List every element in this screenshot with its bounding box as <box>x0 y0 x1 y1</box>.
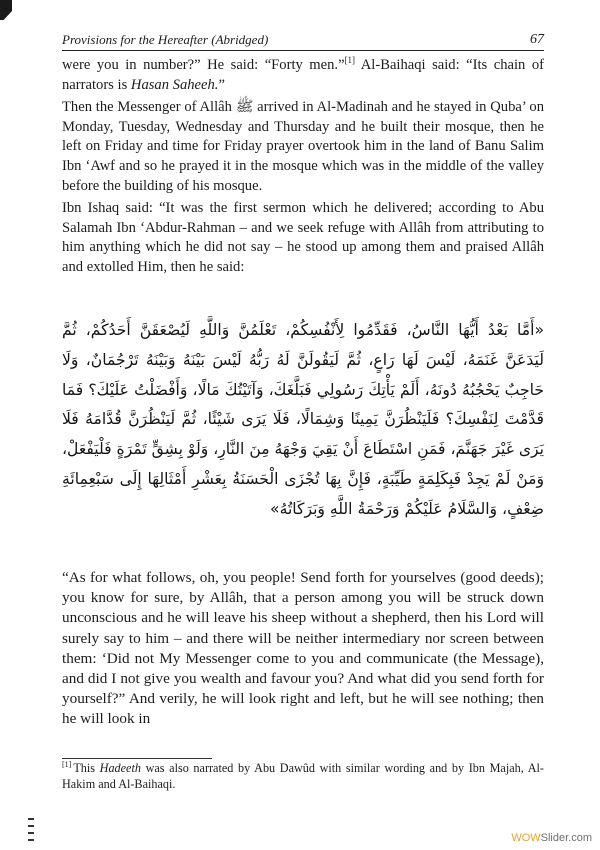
body-text <box>62 56 544 281</box>
footnote-rule <box>62 758 212 759</box>
paragraph-1-text-cont: Al-Baihaqi said: “Its chain of narrators is <box>62 57 544 93</box>
scan-corner-mark <box>0 0 12 20</box>
paragraph-2: Then the Messenger of Allâh ﷺ arrived in Al-Madinah and he stayed in Quba’ on Monday, Tuesday, Wednesday and Thursday and he built their mosque, then he left on Friday and time for Friday prayer overtook him in the land of Banu Salim Ibn ‘Awf and so he prayed it in the mosque which was in the middle of the valley before the building of his mosque. <box>62 99 544 194</box>
book-title: Provisions for the Hereafter (Abridged) <box>62 32 269 47</box>
grading-term: Hasan Saheeh. <box>130 76 219 93</box>
watermark-wow: WOW <box>511 832 541 844</box>
arabic-sermon-text: «أَمَّا بَعْدُ أَيُّهَا النَّاسُ، فَقَدِّمُوا لِأَنْفُسِكُمْ، تَعْلَمُنَّ وَاللَّهِ لَيُصْعَقَنَّ أَحَدُكُمْ، ثُمَّ لَيَدَعَنَّ غَنَمَهُ، لَيْسَ لَهَا رَاعٍ، ثُمَّ لَيَقُولَنَّ لَهُ رَبُّهُ لَيْسَ بَيْنَهُ وَبَيْنَهُ تَرْجُمَانٌ، وَلَا حَاجِبٌ يَحْجُبُهُ دُونَهُ، أَلَمْ يَأْتِكَ رَسُولِي فَبَلَّغَكَ، وَآتَيْتُكَ مَالًا، وَأَفْضَلْتُ عَلَيْكَ؟ فَمَا قَدَّمْتَ لِنَفْسِكَ؟ فَلَيَنْظُرَنَّ يَمِينًا وَشِمَالًا، فَلَا يَرَى شَيْئًا، ثُمَّ لَيَنْظُرَنَّ قُدَّامَهُ فَلَا يَرَى غَيْرَ جَهَنَّمَ، فَمَنِ اسْتَطَاعَ أَنْ يَقِيَ وَجْهَهُ مِنَ النَّارِ، وَلَوْ بِشِقٍّ تَمْرَةٍ فَلْيَفْعَلْ، وَمَنْ لَمْ يَجِدْ فَبِكَلِمَةٍ طَيِّبَةٍ، فَإِنَّ بِهَا تُجْزَى الْحَسَنَةُ بِعَشْرِ أَمْثَالِهَا إِلَى سَبْعِمِائَةِ ضِعْفٍ، وَالسَّلَامُ عَلَيْكُمْ وَرَحْمَةُ اللَّهِ وَبَرَكَاتُهُ» <box>62 321 544 518</box>
paragraph-1 <box>62 56 544 95</box>
footnote-text-pre: This <box>73 761 100 775</box>
page-number: 67 <box>530 32 544 47</box>
watermark-slider: Slider.com <box>540 832 592 844</box>
running-header <box>62 30 544 50</box>
footnote-reference: [1] <box>344 55 356 66</box>
footnote-marker: [1] <box>62 759 72 769</box>
footnote-text-post: was also narrated by Abu Dawûd with similar wording and by Ibn Majah, Al-Hakim and Al-Baihaqi. <box>62 761 544 791</box>
paragraph-1-close: ” <box>218 76 225 93</box>
watermark <box>511 832 592 844</box>
paragraph-1-text: were you in number?” He said: “Forty men.” <box>62 57 345 73</box>
header-rule <box>62 50 544 51</box>
sermon-translation: “As for what follows, oh, you people! Send forth for yourselves (good deeds); you know for sure, by Allâh, that a person among you will be struck down unconscious and he will leave his sheep without a shepherd, then his Lord will surely say to him – and there will be neither intermediary nor screen between them: ‘Did not My Messenger come to you and communicate (the Message), and did I not give you wealth and favour you? And what did you send forth for yourself?” And verily, he will look right and left, but he will see nothing; then he will look in <box>62 569 544 728</box>
margin-tick-marks <box>28 818 34 846</box>
footnote <box>62 760 544 792</box>
paragraph-3: Ibn Ishaq said: “It was the first sermon which he delivered; according to Abu Salamah Ibn ‘Abdur-Rahman – and we seek refuge with Allâh from attributing to him anything which he did not say – he stood up among them and praised Allâh and extolled Him, then he said: <box>62 200 544 275</box>
footnote-italic-term: Hadeeth <box>99 761 141 775</box>
